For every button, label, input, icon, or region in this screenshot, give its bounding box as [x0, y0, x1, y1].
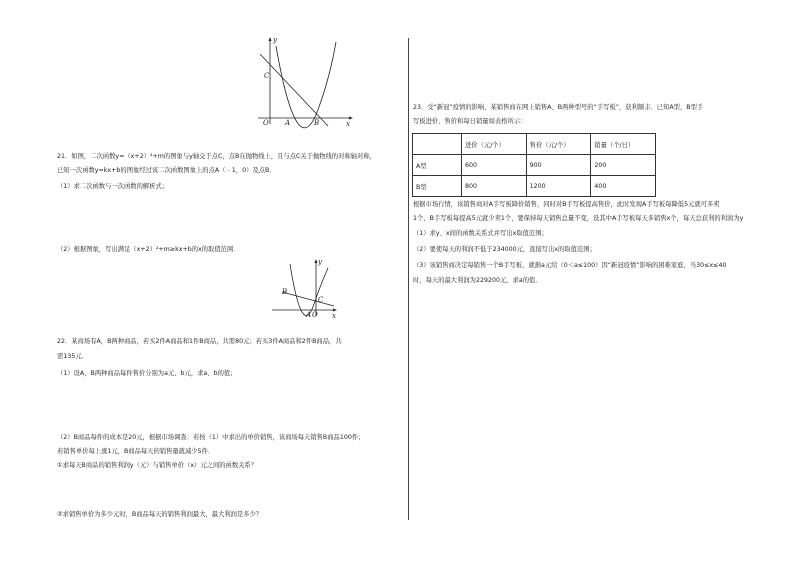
- label-b: B: [314, 119, 320, 127]
- figure-2-graph: [268, 258, 340, 320]
- q22-sub2: ②求销售单价为多少元时，B商品每天的销售利润最大，最大利润是多少？: [57, 511, 263, 518]
- q21-part2: （2）根据图象，写出满足（x+2）²+m≥kx+b的x的取值范围．: [57, 246, 240, 253]
- y-axis-arrow: [269, 37, 272, 41]
- table-cell: 400: [591, 176, 656, 197]
- q23-text-line2: 1个，B手写板每提高5元就少卖1个，要保持每天销售总量不变，设其中A手写板每天多销售x个，每天总获利的利润为y: [413, 215, 744, 222]
- label-x: x: [332, 312, 336, 320]
- q21-stem-line2: 已知一次函数y=kx+b的图象经过该二次函数图象上的点A（﹣1，0）及点B．: [57, 167, 276, 174]
- label-b: B: [282, 288, 288, 296]
- label-a: A: [285, 119, 291, 127]
- q22-stem-line1: 22．某商场有A，B两种商品，若买2件A商品和1件B商品，共需80元；若买3件A商品和2件B商品，共: [57, 338, 342, 345]
- table-cell: B型: [413, 176, 462, 197]
- table-cell: 200: [591, 155, 656, 176]
- q23-text-line1: 根据市场行情，该销售商对A手写板降价销售，同时对B手写板提高售价，此时发现A手写板每降低5元就可多卖: [413, 201, 720, 208]
- table-cell: 600: [462, 155, 527, 176]
- table-header-row: [413, 134, 656, 155]
- column-divider: [408, 38, 409, 520]
- q23-stem-line2: 写板进价、售价和每日销量如表格所示：: [413, 118, 527, 125]
- q23-part2: （2）要使每天的利润不低于234000元，直接写出x的取值范围；: [413, 246, 596, 253]
- q22-part1: （1）设A，B两种商品每件售价分别为a元、b元，求a、b的值；: [57, 370, 237, 377]
- label-o: O: [263, 119, 269, 127]
- parabola: [290, 264, 328, 316]
- q22-sub1: ①求每天B商品的销售利润y（元）与销售单价（x）元之间的函数关系？: [57, 462, 258, 469]
- line-ab: [282, 292, 334, 306]
- q22-stem-line2: 需135元．: [57, 353, 88, 360]
- table-row: [413, 155, 656, 176]
- table-cell: 900: [526, 155, 591, 176]
- q22-part2-line1: （2）B商品每件的成本是20元，根据市场调查：若按（1）中求出的单价销售，该商场每天销售B商品100件；: [57, 434, 365, 441]
- table-cell: A型: [413, 155, 462, 176]
- q23-stem-line1: 23．受“新冠”疫情的影响，某销售商在网上销售A、B两种型号的“手写板”，获利颇丰．已知A型，B型手: [413, 104, 704, 111]
- label-a: A: [306, 311, 312, 319]
- price-sales-table: [412, 133, 656, 197]
- q21-part1: （1）求二次函数与一次函数的解析式；: [57, 183, 169, 190]
- table-header-cell: [413, 134, 462, 155]
- table-header-cell: 售价（元/个）: [526, 134, 591, 155]
- q22-part2-line2: 若销售单价每上涨1元，B商品每天的销售量就减少5件．: [57, 448, 215, 455]
- table-header-cell: 销量（个/日）: [591, 134, 656, 155]
- table-row: [413, 176, 656, 197]
- parabola: [276, 42, 336, 128]
- table-cell: 800: [462, 176, 527, 197]
- q23-part1: （1）求y、x间的函数关系式并写出x取值范围；: [413, 230, 548, 237]
- figure-1-graph: [248, 36, 360, 132]
- label-c: C: [264, 72, 270, 80]
- label-y: y: [273, 36, 277, 44]
- label-y: y: [318, 258, 322, 266]
- table-cell: 1200: [526, 176, 591, 197]
- label-o: O: [312, 311, 318, 319]
- q21-stem-line1: 21．如图，二次函数y=（x+2）²+m的图象与y轴交于点C，点B在抛物线上，且与点C关于抛物线的对称轴对称，: [57, 153, 376, 160]
- q23-part3-line1: （3）该销售商决定每销售一个B手写板，就捐a元给（0＜a≤100）因“新冠疫情”影响的困难家庭，当30≤x≤40: [413, 262, 727, 269]
- label-c: C: [318, 296, 324, 304]
- table-header-cell: 进价（元/个）: [462, 134, 527, 155]
- label-x: x: [346, 120, 350, 128]
- q23-part3-line2: 时，每天的最大利润为229200元，求a的值．: [413, 277, 542, 284]
